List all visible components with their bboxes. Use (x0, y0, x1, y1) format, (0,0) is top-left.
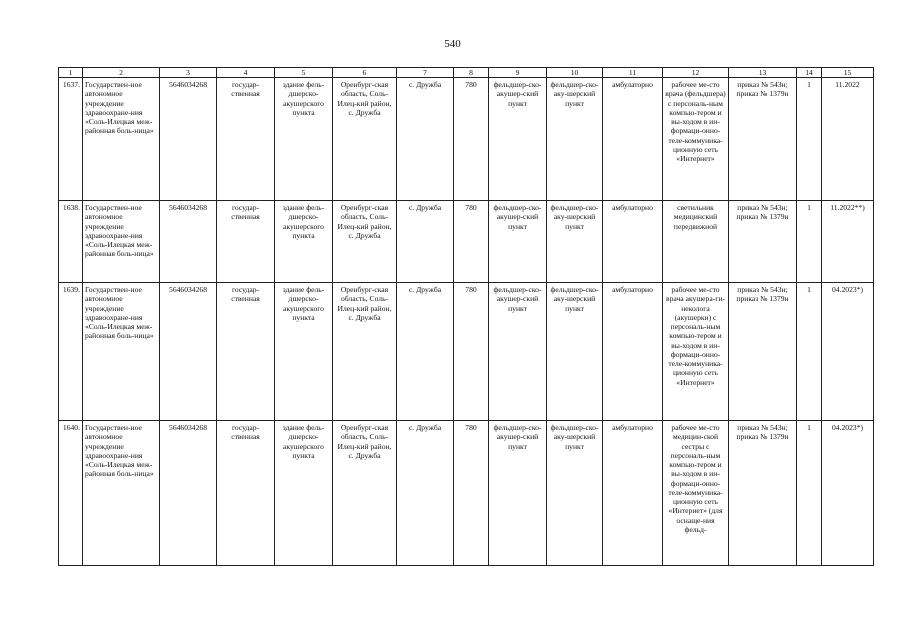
column-header: 1 (59, 68, 83, 78)
organization-name: Государствен-ное автономное учреждение здравоохране-ния «Соль-Илецкая меж-районная боль-ница» (83, 78, 160, 201)
unit-name: фельдшер-ско-акушер-ский пункт (489, 283, 547, 421)
row-number: 1638. (59, 201, 83, 283)
address: Оренбург-ская область, Соль-Илец-кий район, с. Дружба (333, 201, 397, 283)
unit-name: фельдшер-ско-акушер-ский пункт (489, 201, 547, 283)
registry-table (58, 67, 874, 566)
row-number: 1639. (59, 283, 83, 421)
ownership-form: государ-ственная (217, 201, 275, 283)
order-reference: приказ № 543н; приказ № 1379н (729, 283, 797, 421)
column-header: 6 (333, 68, 397, 78)
care-conditions: амбулаторно (603, 421, 663, 566)
column-header: 11 (603, 68, 663, 78)
quantity: 1 (797, 78, 822, 201)
date: 11.2022 (822, 78, 874, 201)
quantity: 1 (797, 201, 822, 283)
unit-type: фельдшер-ско-аку-шерский пункт (547, 421, 603, 566)
unit-name: фельдшер-ско-акушер-ский пункт (489, 421, 547, 566)
ownership-form: государ-ственная (217, 283, 275, 421)
date: 11.2022**) (822, 201, 874, 283)
table-row (59, 201, 874, 283)
table-row (59, 283, 874, 421)
unit-type: фельдшер-ско-аку-шерский пункт (547, 283, 603, 421)
inn-code: 5646034268 (160, 421, 217, 566)
table-row (59, 421, 874, 566)
equipment-name: рабочее ме-сто врача акушера-ги-неколога (акушерки) с персональ-ным компью-тером и вы-ходом в ин-формаци-онно-теле-коммуника-ционную сеть «Интернет» (663, 283, 729, 421)
column-header: 13 (729, 68, 797, 78)
organization-name: Государствен-ное автономное учреждение здравоохране-ния «Соль-Илецкая меж-районная боль-ница» (83, 283, 160, 421)
column-header: 12 (663, 68, 729, 78)
settlement: с. Дружба (397, 78, 454, 201)
table-header (59, 68, 874, 78)
column-header: 10 (547, 68, 603, 78)
date: 04.2023*) (822, 421, 874, 566)
equipment-name: рабочее ме-сто врача (фельдшера) с персональ-ным компью-тером и вы-ходом в ин-формаци-онно-теле-коммуника-ционную сеть «Интернет» (663, 78, 729, 201)
row-number: 1637. (59, 78, 83, 201)
row-number: 1640. (59, 421, 83, 566)
column-header: 8 (454, 68, 489, 78)
table-row (59, 78, 874, 201)
ownership-form: государ-ственная (217, 78, 275, 201)
code: 780 (454, 283, 489, 421)
column-header: 3 (160, 68, 217, 78)
code: 780 (454, 78, 489, 201)
building-type: здание фель-дшерско-акушерского пункта (275, 201, 333, 283)
page-number: 540 (444, 38, 461, 50)
organization-name: Государствен-ное автономное учреждение здравоохране-ния «Соль-Илецкая меж-районная боль-ница» (83, 201, 160, 283)
ownership-form: государ-ственная (217, 421, 275, 566)
order-reference: приказ № 543н; приказ № 1379н (729, 201, 797, 283)
care-conditions: амбулаторно (603, 201, 663, 283)
inn-code: 5646034268 (160, 283, 217, 421)
equipment-name: светильник медицинский передвижной (663, 201, 729, 283)
building-type: здание фель-дшерско-акушерского пункта (275, 421, 333, 566)
settlement: с. Дружба (397, 421, 454, 566)
quantity: 1 (797, 421, 822, 566)
code: 780 (454, 421, 489, 566)
building-type: здание фель-дшерско-акушерского пункта (275, 283, 333, 421)
organization-name: Государствен-ное автономное учреждение здравоохране-ния «Соль-Илецкая меж-районная боль-ница» (83, 421, 160, 566)
care-conditions: амбулаторно (603, 283, 663, 421)
inn-code: 5646034268 (160, 201, 217, 283)
inn-code: 5646034268 (160, 78, 217, 201)
column-header: 9 (489, 68, 547, 78)
unit-type: фельдшер-ско-аку-шерский пункт (547, 78, 603, 201)
column-header: 2 (83, 68, 160, 78)
settlement: с. Дружба (397, 283, 454, 421)
order-reference: приказ № 543н; приказ № 1379н (729, 421, 797, 566)
care-conditions: амбулаторно (603, 78, 663, 201)
column-header: 14 (797, 68, 822, 78)
quantity: 1 (797, 283, 822, 421)
equipment-name: рабочее ме-сто медицин-ской сестры с персональ-ным компью-тером и вы-ходом в ин-формаци-онно-теле-коммуника-ционную сеть «Интернет» (для оснаще-ния фельд- (663, 421, 729, 566)
address: Оренбург-ская область, Соль-Илец-кий район, с. Дружба (333, 421, 397, 566)
unit-name: фельдшер-ско-акушер-ский пункт (489, 78, 547, 201)
settlement: с. Дружба (397, 201, 454, 283)
column-header: 15 (822, 68, 874, 78)
order-reference: приказ № 543н; приказ № 1379н (729, 78, 797, 201)
unit-type: фельдшер-ско-аку-шерский пункт (547, 201, 603, 283)
date: 04.2023*) (822, 283, 874, 421)
address: Оренбург-ская область, Соль-Илец-кий район, с. Дружба (333, 78, 397, 201)
code: 780 (454, 201, 489, 283)
column-header: 4 (217, 68, 275, 78)
column-header: 7 (397, 68, 454, 78)
building-type: здание фель-дшерско-акушерского пункта (275, 78, 333, 201)
address: Оренбург-ская область, Соль-Илец-кий район, с. Дружба (333, 283, 397, 421)
column-header: 5 (275, 68, 333, 78)
